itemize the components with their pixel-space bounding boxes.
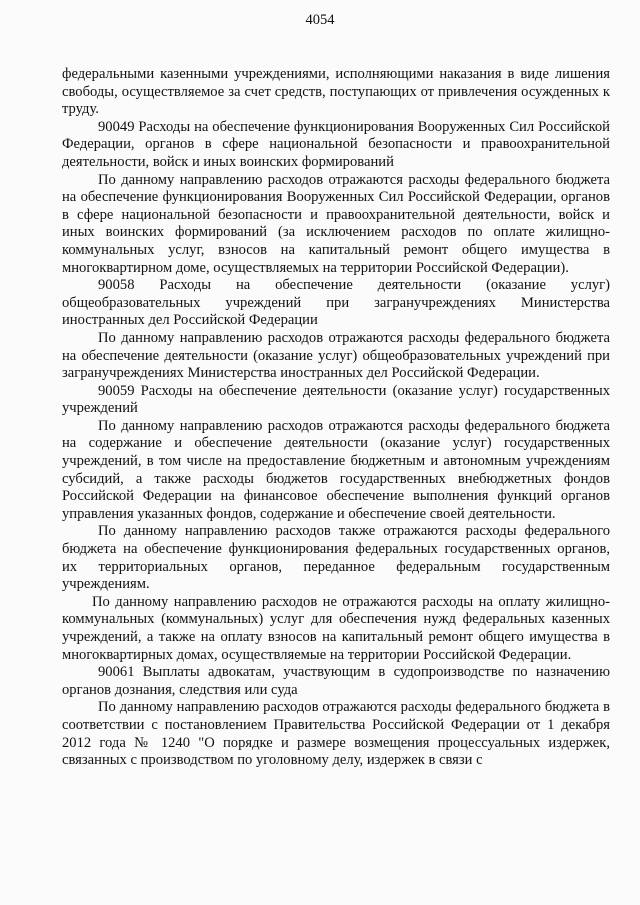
paragraph-continuation: федеральными казенными учреждениями, исполняющими наказания в виде лишения свободы, осуществляемое за счет средств, поступающих от привлечения осужденных к труду. bbox=[62, 66, 610, 118]
heading-90059: 90059 Расходы на обеспечение деятельности (оказание услуг) государственных учреждений bbox=[62, 382, 610, 417]
paragraph-90061-description: По данному направлению расходов отражаются расходы федерального бюджета в соответствии с постановлением Правительства Российской Федерации от 1 декабря 2012 года № 1240 "О порядке и размере возмещения процессуальных издержек, связанных с производством по уголовному делу, издержек в связи с bbox=[62, 699, 610, 769]
document-body bbox=[62, 66, 610, 770]
paragraph-90049-description: По данному направлению расходов отражаются расходы федерального бюджета на обеспечение функционирования Вооруженных Сил Российской Федерации, органов в сфере национальной безопасности и правоохранительной деятельности, войск и иных воинских формирований (за исключением расходов по оплате жилищно-коммунальных услуг, взносов на капитальный ремонт общего имущества в многоквартирном доме, осуществляемых на территории Российской Федерации). bbox=[62, 171, 610, 276]
paragraph-90059-description: По данному направлению расходов отражаются расходы федерального бюджета на содержание и обеспечение деятельности (оказание услуг) государственных учреждений, в том числе на предоставление бюджетным и автономным учреждениям субсидий, а также расходы бюджетов государственных внебюджетных фондов Российской Федерации на финансовое обеспечение выполнения функций органов управления указанных фондов, содержание и обеспечение своей деятельности. bbox=[62, 417, 610, 522]
page-number: 4054 bbox=[305, 12, 335, 28]
heading-90049: 90049 Расходы на обеспечение функционирования Вооруженных Сил Российской Федерации, органов в сфере национальной безопасности и правоохранительной деятельности, войск и иных воинских формирований bbox=[62, 118, 610, 170]
paragraph-90058-description: По данному направлению расходов отражаются расходы федерального бюджета на обеспечение деятельности (оказание услуг) общеобразовательных учреждений при загранучреждениях Министерства иностранных дел Российской Федерации. bbox=[62, 329, 610, 382]
paragraph-90059-exclusions: По данному направлению расходов не отражаются расходы на оплату жилищно-коммунальных (коммунальных) услуг для обеспечения нужд федеральных казенных учреждений, а также на оплату взносов на капитальный ремонт общего имущества в многоквартирных домах, осуществляемые на территории Российской Федерации. bbox=[62, 593, 610, 663]
heading-90061: 90061 Выплаты адвокатам, участвующим в судопроизводстве по назначению органов дознания, следствия или суда bbox=[62, 664, 610, 698]
paragraph-90059-also: По данному направлению расходов также отражаются расходы федерального бюджета на обеспечение функционирования федеральных государственных органов, их территориальных органов, переданное федеральным государственным учреждениям. bbox=[62, 523, 610, 593]
heading-90058: 90058 Расходы на обеспечение деятельности (оказание услуг) общеобразовательных учреждений при загранучреждениях Министерства иностранных дел Российской Федерации bbox=[62, 277, 610, 329]
